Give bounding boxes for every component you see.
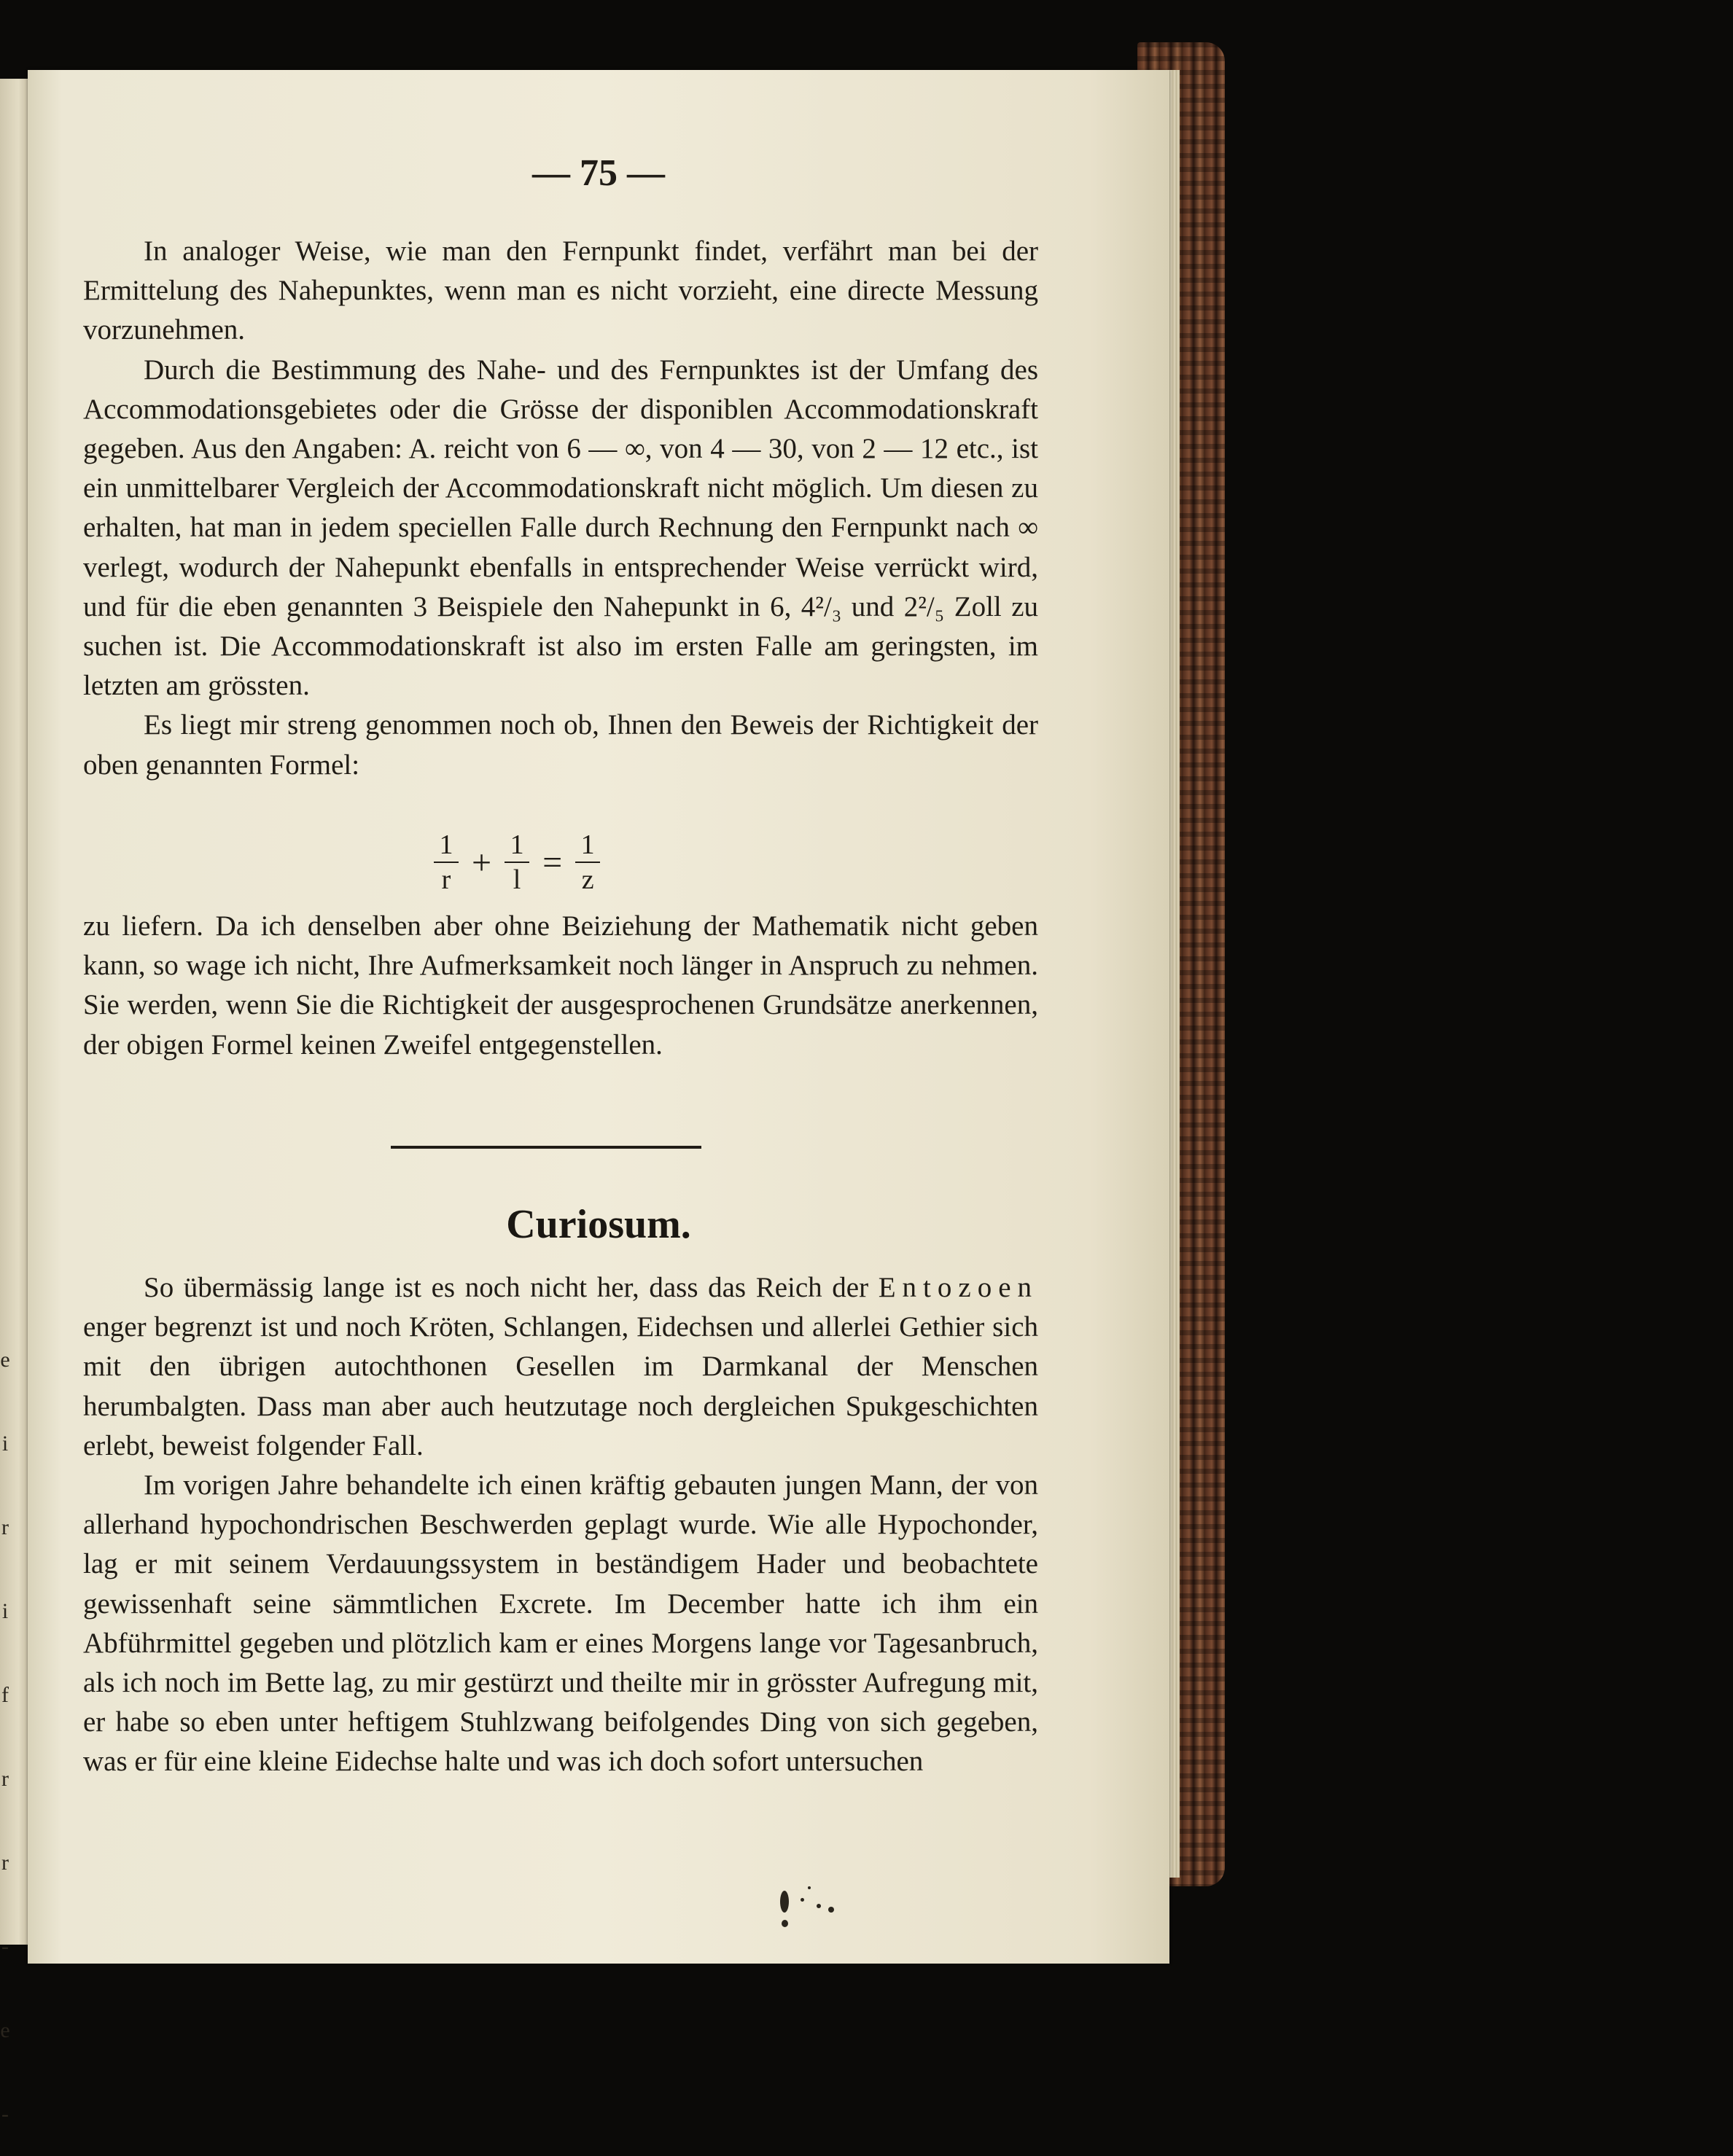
ink-specks [779,1882,844,1955]
margin-letter: r [1,1851,9,1875]
paragraph-accommodation: Durch die Bestimmung des Nahe- und des Fernpunktes ist der Umfang des Accommodationsgebietes oder die Grösse der disponiblen Accommodationskraft gegeben. Aus den Angaben: A. reicht von 6 — ∞, von 4 — 30, von 2 — 12 etc., ist ein unmittelbarer Vergleich der Accommodationskraft nicht möglich. Um diesen zu erhalten, hat man in jedem speciellen Falle durch Rechnung den Fernpunkt nach ∞ verlegt, wodurch der Nahepunkt ebenfalls in entsprechender Weise verrückt wird, und für die eben genannten 3 Beispiele den Nahepunkt in 6, 4²/₃ und 2²/₅ Zoll zu suchen ist. Die Accommodationskraft ist also im ersten Falle am geringsten, im letzten am grössten. [83,354,1038,702]
text-block-curiosum [83,1268,1038,1782]
paragraph-conclusion: zu liefern. Da ich denselben aber ohne Beiziehung der Mathematik nicht geben kann, so wage ich nicht, Ihre Aufmerksamkeit noch länger in Anspruch zu nehmen. Sie werden, wenn Sie die Richtigkeit der ausgesprochenen Grundsätze anerkennen, der obigen Formel keinen Zweifel entgegenstellen. [83,910,1038,1061]
fraction-denominator: r [441,864,451,895]
fraction-denominator: z [581,864,594,895]
fraction-numerator: 1 [510,829,524,860]
section-title: Curiosum. [506,1202,691,1247]
fraction-numerator: 1 [580,829,595,860]
page-number: — 75 — [532,152,665,194]
margin-letter: i [1,1432,9,1456]
margin-letter: r [1,1515,9,1539]
text-after-spaced: enger begrenzt ist und noch Kröten, Schlangen, Eidechsen und allerlei Gethier sich mit den übrigen autochthonen Gesellen im Darmkanal der Menschen herumbalgten. Dass man aber auch heutzutage noch dergleichen Spukgeschichten erlebt, beweist folgender Fall. [83,1311,1038,1461]
section-divider [391,1146,701,1149]
fraction-1-over-l [505,828,529,897]
margin-letter: f [1,1683,9,1707]
paragraph-entozoen [83,1268,1038,1466]
text-block-after-formula [83,907,1038,1065]
plus-sign: + [472,843,492,882]
book-page [28,70,1169,1964]
spaced-word: Entozoen [878,1272,1039,1303]
paragraph-case: Im vorigen Jahre behandelte ich einen kräftig gebauten jungen Mann, der von allerhand hypochondrischen Beschwerden geplagt wurde. Wie alle Hypochonder, lag er mit seinem Verdauungssystem in beständigem Hader und beobachtete gewissenhaft seine sämmtlichen Excrete. Im December hatte ich ihm ein Abführmittel gegeben und plötzlich kam er eines Morgens lange vor Tagesanbruch, als ich noch im Bette lag, zu mir gestürzt und theilte mir in grösster Aufregung mit, er habe so eben unter heftigem Stuhlzwang beifolgendes Ding von sich gegeben, was er für eine kleine Eidechse halte und was ich doch sofort untersuchen [83,1469,1038,1778]
fraction-1-over-r [434,828,459,897]
fraction-1-over-z [575,828,600,897]
text-block-top [83,232,1038,785]
paragraph-fernpunkt: In analoger Weise, wie man den Fernpunkt findet, verfährt man bei der Ermittelung des Nahepunktes, wenn man es nicht vorzieht, eine directe Messung vorzunehmen. [83,235,1038,346]
adjacent-page-letters [0,1318,10,2156]
margin-letter: i [1,1599,9,1623]
fraction-denominator: l [513,864,521,895]
text-before-spaced: So übermässig lange ist es noch nicht her, dass das Reich der [144,1272,869,1303]
margin-letter: e [0,2018,10,2042]
margin-letter: e [0,1348,10,1372]
margin-letter: - [1,1934,9,1958]
equals-sign: = [542,843,563,882]
margin-letter: - [1,2102,9,2126]
fraction-numerator: 1 [439,829,453,860]
margin-letter: r [1,1767,9,1791]
lens-formula [425,828,609,897]
paragraph-formula-intro: Es liegt mir streng genommen noch ob, Ihnen den Beweis der Richtigkeit der oben genannten Formel: [83,709,1038,781]
